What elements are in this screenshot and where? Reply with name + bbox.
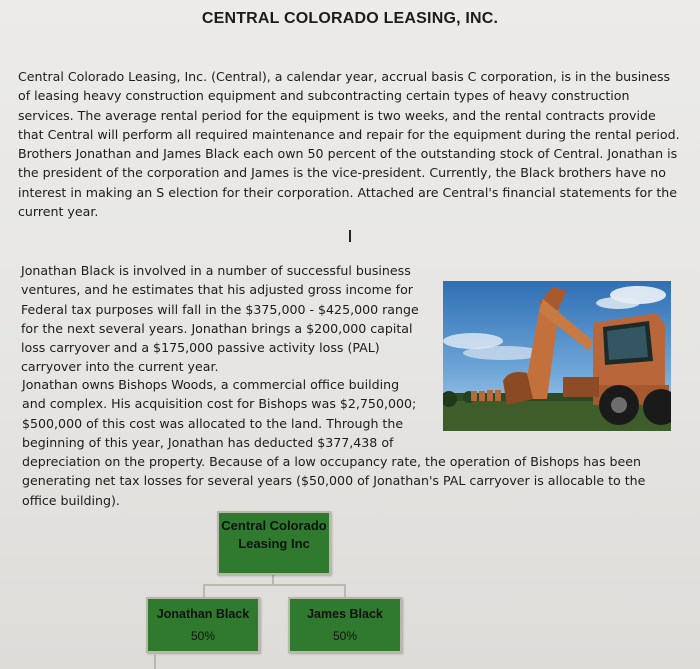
- org-connector-bottom: [154, 655, 156, 669]
- org-root-label: Central Colorado Leasing Inc: [221, 518, 327, 551]
- text-cursor: [349, 230, 351, 242]
- org-child-name: James Black: [307, 607, 383, 621]
- org-child-name: Jonathan Black: [156, 607, 250, 621]
- org-child-share: 50%: [190, 629, 216, 643]
- document-title: CENTRAL COLORADO LEASING, INC.: [201, 10, 499, 27]
- jonathan-paragraph-text: Jonathan Black is involved in a number of successful business ventures, and he estimates that his adjusted gross income for Federal tax purposes will fall in the $375,000 - $425,000 range for the next several years. Jonathan brings a $200,000 capital loss carryover and a $175,000 passive activity loss (PAL) carryover into the current year.: [21, 263, 419, 375]
- org-connector-horizontal: [203, 584, 345, 586]
- org-box-central: [217, 511, 331, 575]
- org-box-james: [288, 597, 402, 653]
- org-child-share: 50%: [332, 629, 358, 643]
- bishops-paragraph-text: Jonathan owns Bishops Woods, a commercial office building and complex. His acquisition cost for Bishops was $2,750,000; $500,000 of this cost was allocated to the land. Through the beginning of this year, Jonathan has deducted $377,438 of depreciation on the property. Because of a low occupancy rate, the operation of Bishops has been generating net tax losses for several years ($50,000 of Jonathan's PAL carryover is allocable to the office building).: [22, 377, 646, 508]
- org-connector-left: [203, 584, 205, 597]
- intro-paragraph: Central Colorado Leasing, Inc. (Central), a calendar year, accrual basis C corporation, is in the business of leasing heavy construction equipment and subcontracting certain types of heavy construction services. The average rental period for the equipment is two weeks, and the rental contracts provide that Central will perform all required maintenance and repair for the equipment during the rental period. Brothers Jonathan and James Black each own 50 percent of the outstanding stock of Central. Jonathan is the president of the corporation and James is the vice-president. Currently, the Black brothers have no interest in making an S election for their corporation. Attached are Central's financial statements for the current year.: [18, 69, 680, 220]
- bishops-paragraph: [22, 375, 672, 510]
- org-connector-right: [344, 584, 346, 597]
- org-box-jonathan: [146, 597, 260, 653]
